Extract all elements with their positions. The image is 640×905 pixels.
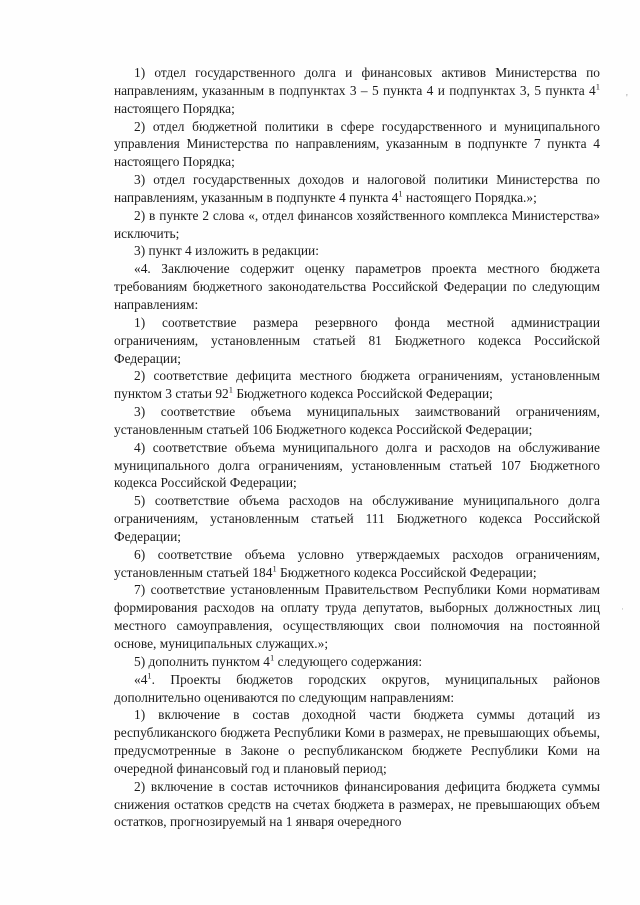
paragraph-text: настоящего Порядка;: [114, 100, 235, 116]
margin-dot: ·: [621, 604, 624, 614]
paragraph: [114, 242, 600, 260]
paragraph: [114, 706, 600, 777]
paragraph-text: Бюджетного кодекса Российской Федерации;: [233, 386, 493, 402]
superscript: 1: [228, 384, 234, 395]
paragraph-text: 3) пункт 4 изложить в редакции:: [134, 243, 319, 259]
paragraph: [114, 653, 600, 671]
paragraph: [114, 439, 600, 493]
paragraph-text: 3) соответствие объема муниципальных заимствований ограничениям, установленным статьей 106 Бюджетного кодекса Российской Федерации;: [114, 404, 600, 437]
paragraph: [114, 581, 600, 652]
paragraph: [114, 492, 600, 546]
document-body: [114, 64, 600, 831]
paragraph-text: следующего содержания:: [274, 653, 423, 669]
paragraph-text: 7) соответствие установленным Правительством Республики Коми нормативам формирования расходов на оплату труда депутатов, выборных должностных лиц местного самоуправления, осуществляющих свои полномочия на постоянной основе, муниципальных служащих.»;: [114, 582, 600, 651]
superscript: 1: [272, 563, 277, 574]
superscript: 1: [270, 652, 275, 663]
paragraph-text: Бюджетного кодекса Российской Федерации;: [276, 564, 537, 580]
paragraph: [114, 778, 600, 832]
paragraph-text: 5) дополнить пунктом 4: [134, 653, 271, 669]
paragraph: [114, 314, 600, 368]
paragraph-text: 2) отдел бюджетной политики в сфере государственного и муниципального управления Министерства по направлениям, указанным в подпункте 7 пункта 4 настоящего Порядка;: [114, 118, 600, 170]
paragraph: [114, 260, 600, 314]
paragraph-text: 1) отдел государственного долга и финансовых активов Министерства по направлениям, указанным в подпунктах 3 – 5 пункта 4 и подпунктах 3, 5 пункта 4: [114, 65, 600, 98]
paragraph-text: 1) включение в состав доходной части бюджета суммы дотаций из республиканского бюджета Республики Коми в размерах, не превышающих объемы, предусмотренные в Законе о республиканском бюджете Республики Коми на очередной финансовый год и плановый период;: [114, 707, 600, 776]
paragraph: [114, 64, 600, 118]
superscript: 1: [595, 81, 600, 92]
paragraph: [114, 367, 600, 403]
paragraph-text: 3) отдел государственных доходов и налоговой политики Министерства по направлениям, указанным в подпункте 4 пункта 4: [114, 172, 600, 205]
paragraph-text: 2) соответствие дефицита местного бюджета ограничениям, установленным пунктом 3 статьи 92: [114, 368, 600, 402]
paragraph-text: 5) соответствие объема расходов на обслуживание муниципального долга ограничениям, установленным статьей 111 Бюджетного кодекса Российской Федерации;: [114, 493, 600, 544]
margin-mark: ': [626, 93, 628, 104]
paragraph-text: 2) включение в состав источников финансирования дефицита бюджета суммы снижения остатков средств на счетах бюджета в размерах, не превышающих объем остатков, прогнозируемый на 1 января очередного: [114, 778, 600, 830]
paragraph-text: «4. Заключение содержит оценку параметров проекта местного бюджета требованиям бюджетного законодательства Российской Федерации по следующим направлениям:: [114, 261, 600, 312]
paragraph-text: настоящего Порядка.»;: [402, 189, 537, 205]
paragraph: [114, 546, 600, 582]
paragraph-text: 1) соответствие размера резервного фонда местной администрации ограничениям, установленным статьей 81 Бюджетного кодекса Российской Федерации;: [114, 314, 600, 366]
paragraph-text: . Проекты бюджетов городских округов, муниципальных районов дополнительно оцениваются по следующим направлениям:: [114, 671, 600, 705]
paragraph-text: 6) соответствие объема условно утверждаемых расходов ограничениям, установленным статьей 184: [114, 546, 600, 580]
paragraph: [114, 118, 600, 172]
paragraph-text: 4) соответствие объема муниципального долга и расходов на обслуживание муниципального долга ограничениям, установленным статьей 107 Бюджетного кодекса Российской Федерации;: [114, 439, 600, 491]
paragraph-text: «4: [134, 671, 148, 687]
paragraph: [114, 171, 600, 207]
paragraph: [114, 207, 600, 243]
paragraph: [114, 671, 600, 707]
superscript: 1: [147, 670, 152, 681]
superscript: 1: [398, 188, 403, 199]
paragraph-text: 2) в пункте 2 слова «, отдел финансов хозяйственного комплекса Министерства» исключить;: [114, 207, 600, 241]
paragraph: [114, 403, 600, 439]
